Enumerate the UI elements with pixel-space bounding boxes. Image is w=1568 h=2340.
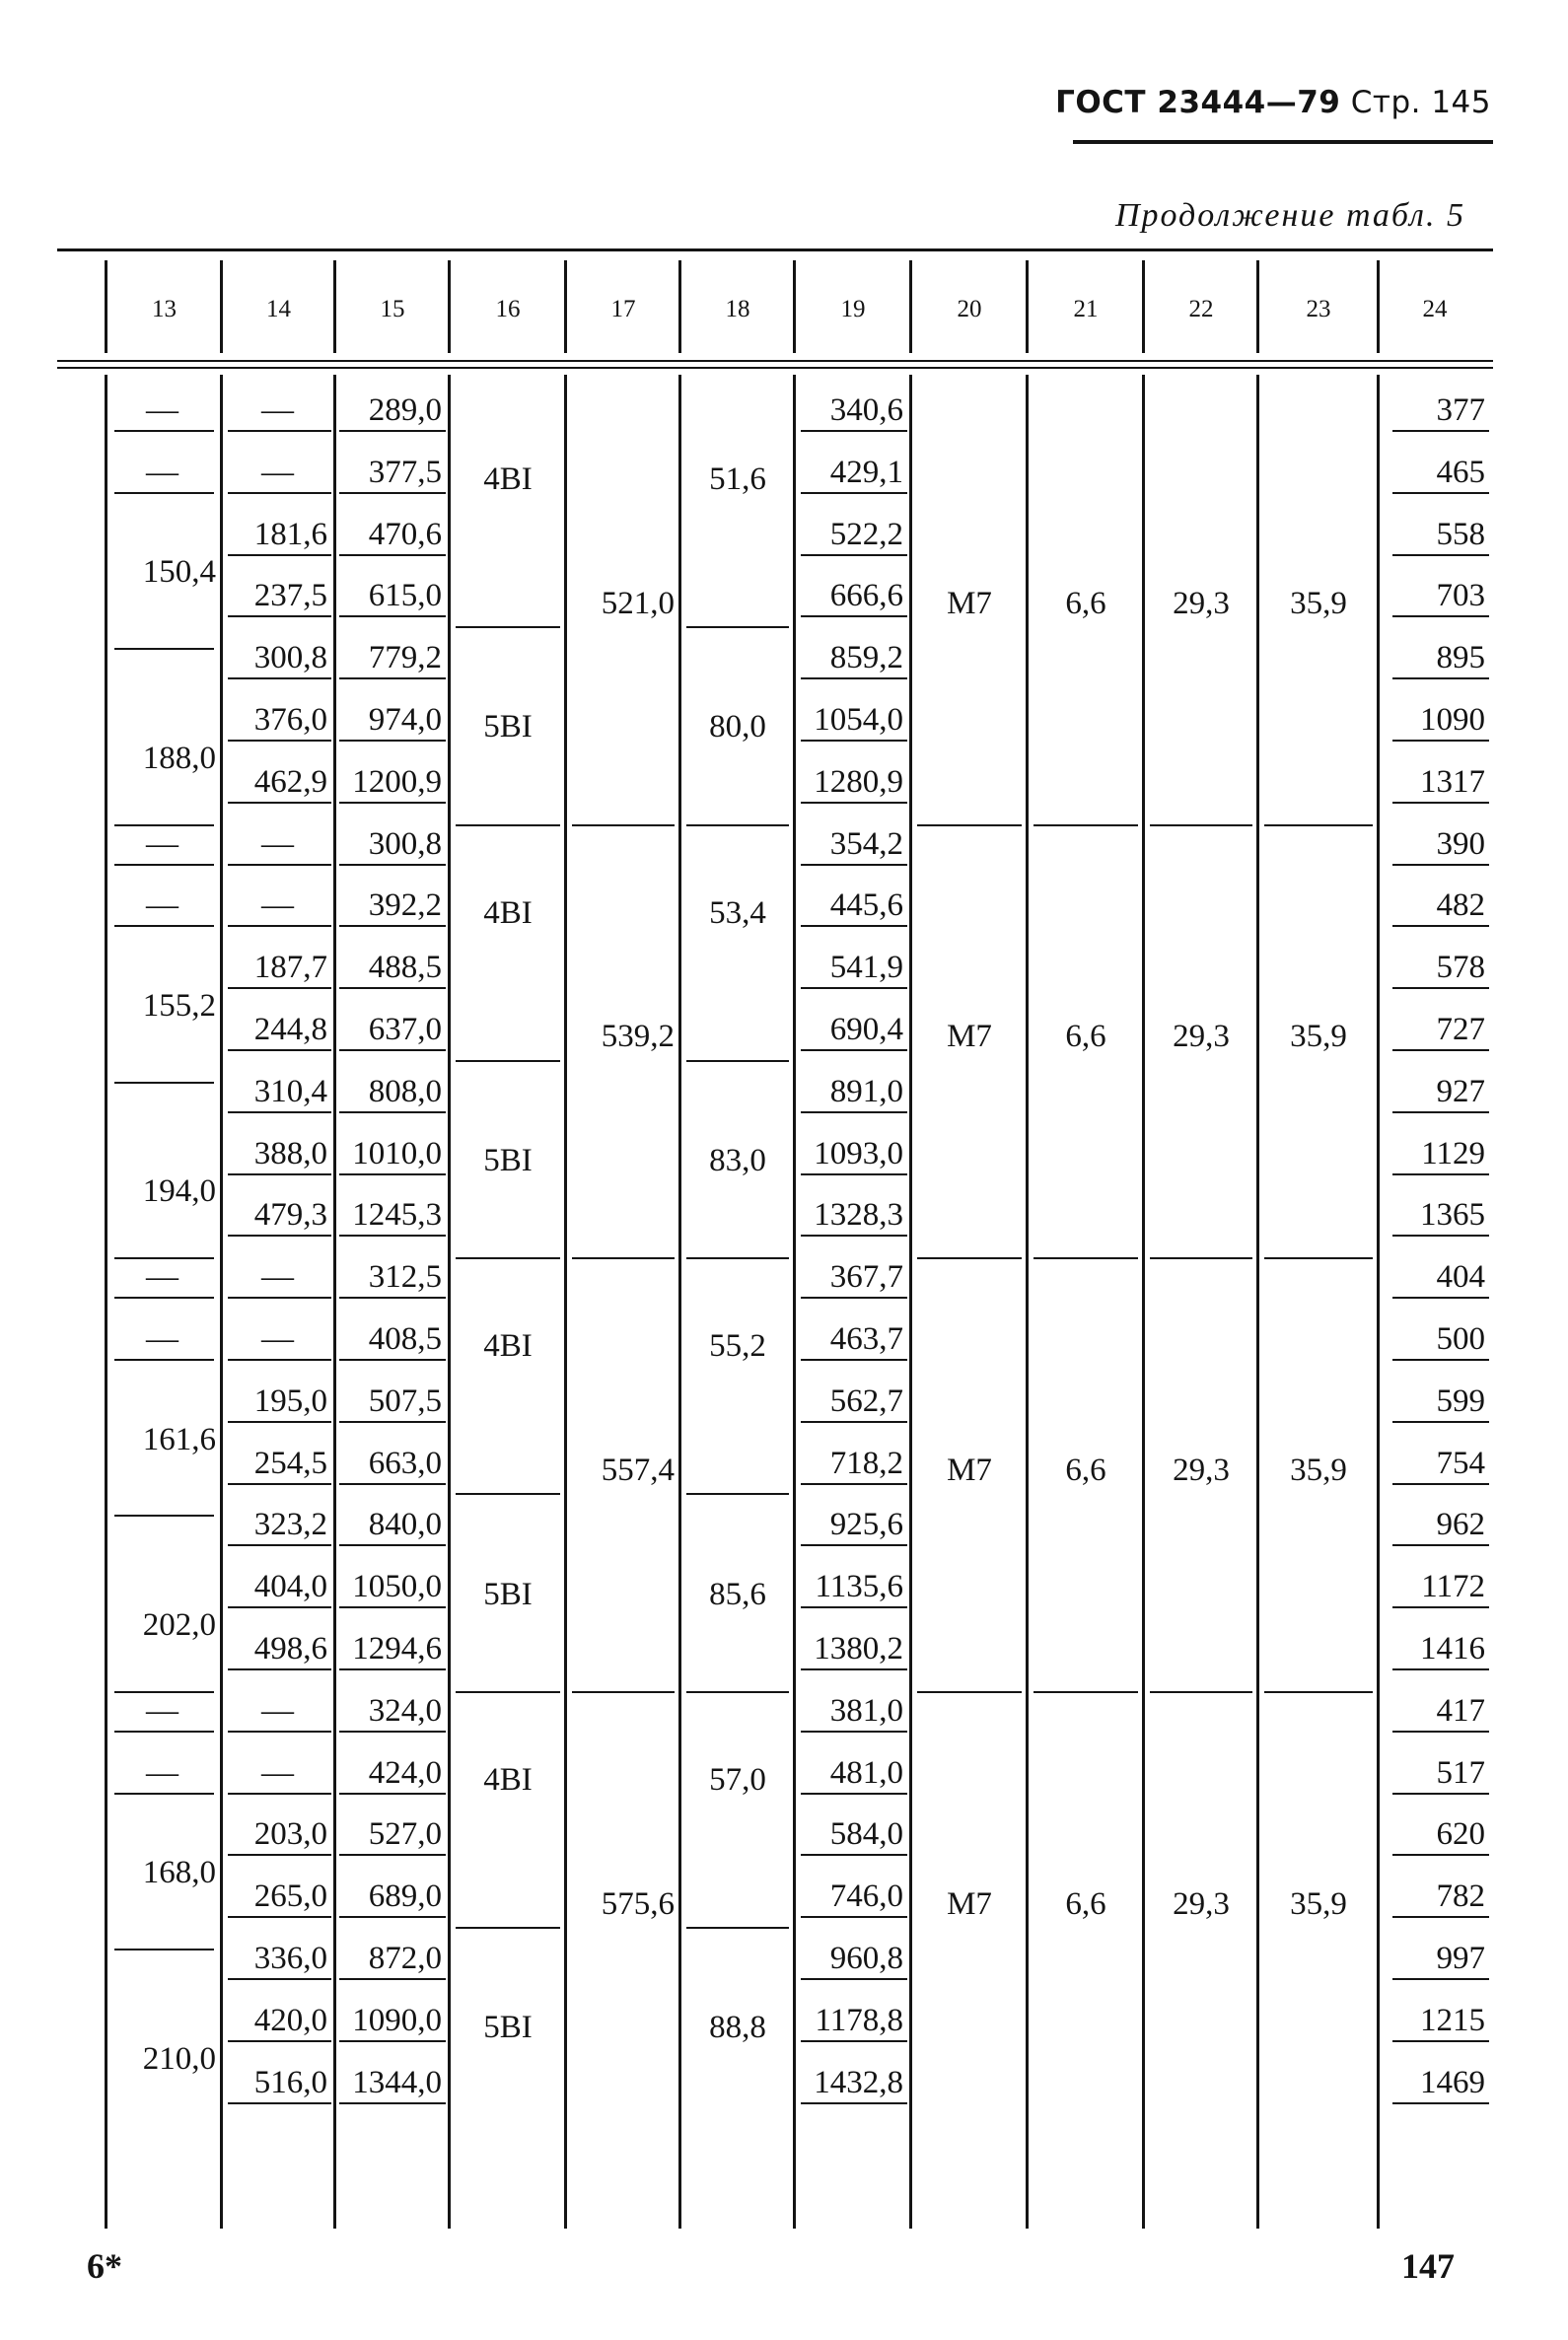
group-separator <box>1264 824 1373 826</box>
col24-cell: 390 <box>1392 824 1489 866</box>
col15-cell: 289,0 <box>339 390 446 432</box>
dash-cell: — <box>114 1691 214 1733</box>
col23-value: 35,9 <box>1290 1019 1347 1055</box>
col14-cell: 376,0 <box>228 700 331 742</box>
col14-cell: 181,6 <box>228 515 331 556</box>
col19-cell: 481,0 <box>801 1753 907 1795</box>
col19-cell: 1432,8 <box>801 2063 907 2104</box>
group-separator <box>572 1691 675 1693</box>
col13-value: 188,0 <box>142 740 216 776</box>
column-divider <box>678 375 681 2229</box>
col21-value: 6,6 <box>1065 1885 1106 1922</box>
col15-cell: 527,0 <box>339 1814 446 1856</box>
dash-cell: — <box>114 824 214 866</box>
group-separator <box>686 1691 789 1693</box>
col14-cell: 498,6 <box>228 1629 331 1670</box>
col19-cell: 1054,0 <box>801 700 907 742</box>
page-header <box>1055 85 1491 120</box>
col13-value: 155,2 <box>142 988 216 1024</box>
dash-cell: — <box>114 1319 214 1361</box>
col19-cell: 1178,8 <box>801 2001 907 2042</box>
col24-cell: 1469 <box>1392 2063 1489 2104</box>
group-separator <box>572 1257 675 1259</box>
col24-cell: 1317 <box>1392 762 1489 804</box>
col15-cell: 1294,6 <box>339 1629 446 1670</box>
col23-value: 35,9 <box>1290 585 1347 621</box>
col19-cell: 1135,6 <box>801 1567 907 1608</box>
col14-cell: 244,8 <box>228 1010 331 1051</box>
column-divider <box>564 375 567 2229</box>
col24-cell: 377 <box>1392 390 1489 432</box>
col19-cell: 367,7 <box>801 1257 907 1299</box>
group-separator <box>1150 824 1252 826</box>
column-divider <box>1142 375 1145 2229</box>
page-number: 147 <box>1401 2246 1455 2286</box>
col19-cell: 584,0 <box>801 1814 907 1856</box>
col24-cell: 599 <box>1392 1382 1489 1423</box>
col24-cell: 620 <box>1392 1814 1489 1856</box>
column-header-23: 23 <box>1306 296 1331 322</box>
col19-cell: 445,6 <box>801 886 907 927</box>
col24-cell: 500 <box>1392 1319 1489 1361</box>
col24-cell: 404 <box>1392 1257 1489 1299</box>
col24-cell: 1215 <box>1392 2001 1489 2042</box>
group-separator <box>917 1691 1022 1693</box>
col14-cell: 300,8 <box>228 638 331 679</box>
col14-cell: — <box>228 390 331 432</box>
col24-cell: 1090 <box>1392 700 1489 742</box>
col14-cell: 479,3 <box>228 1195 331 1237</box>
col18-divider <box>686 1493 789 1495</box>
col15-cell: 974,0 <box>339 700 446 742</box>
col22-value: 29,3 <box>1173 1453 1230 1488</box>
column-divider <box>220 375 223 2229</box>
header-separator-rule <box>57 360 1493 362</box>
group-separator <box>456 1257 560 1259</box>
col19-cell: 381,0 <box>801 1691 907 1733</box>
col15-cell: 377,5 <box>339 453 446 494</box>
group-separator <box>1264 1257 1373 1259</box>
col19-cell: 354,2 <box>801 824 907 866</box>
standard-number: ГОСТ 23444—79 <box>1055 85 1341 120</box>
column-header-18: 18 <box>725 296 750 322</box>
page-label: Стр. 145 <box>1350 85 1491 120</box>
col14-cell: 404,0 <box>228 1567 331 1608</box>
col16-value: 5BI <box>483 1143 533 1178</box>
col14-cell: 237,5 <box>228 576 331 617</box>
col13-divider <box>114 1082 214 1084</box>
col21-value: 6,6 <box>1065 585 1106 621</box>
col24-cell: 1365 <box>1392 1195 1489 1237</box>
col15-cell: 300,8 <box>339 824 446 866</box>
group-separator <box>917 824 1022 826</box>
col15-cell: 1200,9 <box>339 762 446 804</box>
col18-divider <box>686 1060 789 1062</box>
column-divider <box>1377 375 1380 2229</box>
signature-mark: 6* <box>87 2246 122 2286</box>
column-header-20: 20 <box>957 296 982 322</box>
column-header-24: 24 <box>1422 296 1448 322</box>
col24-cell: 927 <box>1392 1072 1489 1113</box>
col20-value: M7 <box>947 1019 992 1055</box>
col24-cell: 417 <box>1392 1691 1489 1733</box>
col19-cell: 925,6 <box>801 1505 907 1546</box>
dash-cell: — <box>114 453 214 494</box>
col16-divider <box>456 1060 560 1062</box>
col19-cell: 429,1 <box>801 453 907 494</box>
col19-cell: 522,2 <box>801 515 907 556</box>
col24-cell: 1172 <box>1392 1567 1489 1608</box>
col24-cell: 1129 <box>1392 1134 1489 1175</box>
col13-value: 194,0 <box>142 1173 216 1210</box>
col16-value: 4BI <box>483 1328 533 1365</box>
col16-divider <box>456 626 560 628</box>
col18-value: 85,6 <box>709 1576 766 1612</box>
col19-cell: 541,9 <box>801 948 907 989</box>
col19-cell: 1093,0 <box>801 1134 907 1175</box>
col14-cell: 187,7 <box>228 948 331 989</box>
table-continuation-caption: Продолжение табл. 5 <box>1114 197 1465 234</box>
col21-value: 6,6 <box>1065 1019 1106 1055</box>
column-divider <box>333 375 336 2229</box>
col13-value: 161,6 <box>142 1421 216 1457</box>
group-separator <box>1150 1257 1252 1259</box>
col14-cell: — <box>228 453 331 494</box>
col15-cell: 1090,0 <box>339 2001 446 2042</box>
col14-cell: 195,0 <box>228 1382 331 1423</box>
col14-cell: 336,0 <box>228 1939 331 1980</box>
col15-cell: 424,0 <box>339 1753 446 1795</box>
col15-cell: 1245,3 <box>339 1195 446 1237</box>
col19-cell: 746,0 <box>801 1877 907 1918</box>
col20-value: M7 <box>947 585 992 621</box>
col16-divider <box>456 1493 560 1495</box>
col14-cell: — <box>228 886 331 927</box>
col14-cell: 388,0 <box>228 1134 331 1175</box>
col24-cell: 782 <box>1392 1877 1489 1918</box>
col16-divider <box>456 1927 560 1929</box>
col24-cell: 1416 <box>1392 1629 1489 1670</box>
col24-cell: 895 <box>1392 638 1489 679</box>
col20-value: M7 <box>947 1453 992 1488</box>
col14-cell: 310,4 <box>228 1072 331 1113</box>
group-separator <box>1264 1691 1373 1693</box>
dash-cell: — <box>114 390 214 432</box>
col16-value: 4BI <box>483 894 533 931</box>
col19-cell: 1328,3 <box>801 1195 907 1237</box>
dash-cell: — <box>114 1257 214 1299</box>
col13-value: 202,0 <box>142 1607 216 1643</box>
col14-cell: — <box>228 1257 331 1299</box>
col15-cell: 779,2 <box>339 638 446 679</box>
col23-value: 35,9 <box>1290 1885 1347 1922</box>
group-separator <box>1033 824 1138 826</box>
col15-cell: 507,5 <box>339 1382 446 1423</box>
col15-cell: 1050,0 <box>339 1567 446 1608</box>
col19-cell: 1280,9 <box>801 762 907 804</box>
col14-cell: 323,2 <box>228 1505 331 1546</box>
column-header-19: 19 <box>840 296 866 322</box>
col15-cell: 324,0 <box>339 1691 446 1733</box>
col15-cell: 470,6 <box>339 515 446 556</box>
col16-value: 4BI <box>483 1762 533 1798</box>
col14-cell: — <box>228 1753 331 1795</box>
col13-divider <box>114 1949 214 1950</box>
col24-cell: 482 <box>1392 886 1489 927</box>
col15-cell: 1344,0 <box>339 2063 446 2104</box>
column-divider <box>1256 375 1259 2229</box>
col13-value: 168,0 <box>142 1855 216 1891</box>
col18-value: 57,0 <box>709 1762 766 1798</box>
col13-divider <box>114 648 214 650</box>
col19-cell: 666,6 <box>801 576 907 617</box>
col19-cell: 463,7 <box>801 1319 907 1361</box>
col17-value: 575,6 <box>601 1885 675 1922</box>
col15-cell: 312,5 <box>339 1257 446 1299</box>
col17-value: 521,0 <box>601 585 675 621</box>
col19-cell: 690,4 <box>801 1010 907 1051</box>
dash-cell: — <box>114 1753 214 1795</box>
col15-cell: 663,0 <box>339 1444 446 1485</box>
col19-cell: 562,7 <box>801 1382 907 1423</box>
column-divider <box>793 375 796 2229</box>
col19-cell: 891,0 <box>801 1072 907 1113</box>
group-separator <box>1150 1691 1252 1693</box>
col14-cell: — <box>228 1319 331 1361</box>
col20-value: M7 <box>947 1885 992 1922</box>
column-header-17: 17 <box>610 296 636 322</box>
group-separator <box>1033 1257 1138 1259</box>
col24-cell: 754 <box>1392 1444 1489 1485</box>
col14-cell: 265,0 <box>228 1877 331 1918</box>
col24-cell: 997 <box>1392 1939 1489 1980</box>
col15-cell: 488,5 <box>339 948 446 989</box>
col18-value: 80,0 <box>709 709 766 745</box>
col14-cell: 420,0 <box>228 2001 331 2042</box>
col13-value: 150,4 <box>142 554 216 591</box>
col24-cell: 558 <box>1392 515 1489 556</box>
col14-cell: — <box>228 824 331 866</box>
col15-cell: 615,0 <box>339 576 446 617</box>
column-header-15: 15 <box>380 296 405 322</box>
column-header-21: 21 <box>1073 296 1099 322</box>
col15-cell: 689,0 <box>339 1877 446 1918</box>
col15-cell: 808,0 <box>339 1072 446 1113</box>
col16-value: 4BI <box>483 461 533 498</box>
col19-cell: 960,8 <box>801 1939 907 1980</box>
col18-value: 55,2 <box>709 1328 766 1365</box>
col21-value: 6,6 <box>1065 1453 1106 1488</box>
col13-divider <box>114 1515 214 1517</box>
col18-value: 53,4 <box>709 894 766 931</box>
col18-value: 83,0 <box>709 1143 766 1178</box>
group-separator <box>686 1257 789 1259</box>
col16-value: 5BI <box>483 2010 533 2046</box>
col15-cell: 392,2 <box>339 886 446 927</box>
dash-cell: — <box>114 886 214 927</box>
header-rule <box>1073 140 1493 144</box>
column-header-22: 22 <box>1188 296 1214 322</box>
group-separator <box>456 1691 560 1693</box>
col19-cell: 718,2 <box>801 1444 907 1485</box>
col24-cell: 962 <box>1392 1505 1489 1546</box>
col18-divider <box>686 626 789 628</box>
col15-cell: 637,0 <box>339 1010 446 1051</box>
column-divider <box>105 375 107 2229</box>
group-separator <box>456 824 560 826</box>
col14-cell: 254,5 <box>228 1444 331 1485</box>
col14-cell: 516,0 <box>228 2063 331 2104</box>
column-divider <box>1026 375 1029 2229</box>
col15-cell: 872,0 <box>339 1939 446 1980</box>
col17-value: 557,4 <box>601 1453 675 1488</box>
header-separator-rule-2 <box>57 367 1493 369</box>
col19-cell: 859,2 <box>801 638 907 679</box>
column-header-13: 13 <box>152 296 177 322</box>
col18-divider <box>686 1927 789 1929</box>
col18-value: 88,8 <box>709 2010 766 2046</box>
table-top-rule <box>57 248 1493 251</box>
col15-cell: 840,0 <box>339 1505 446 1546</box>
col24-cell: 727 <box>1392 1010 1489 1051</box>
column-divider <box>448 375 451 2229</box>
group-separator <box>686 824 789 826</box>
col13-value: 210,0 <box>142 2040 216 2077</box>
col15-cell: 408,5 <box>339 1319 446 1361</box>
col18-value: 51,6 <box>709 461 766 498</box>
group-separator <box>572 824 675 826</box>
column-header-14: 14 <box>266 296 291 322</box>
group-separator <box>917 1257 1022 1259</box>
col24-cell: 578 <box>1392 948 1489 989</box>
column-header-16: 16 <box>495 296 521 322</box>
col14-cell: 462,9 <box>228 762 331 804</box>
col22-value: 29,3 <box>1173 1885 1230 1922</box>
column-divider <box>909 375 912 2229</box>
col22-value: 29,3 <box>1173 1019 1230 1055</box>
col24-cell: 703 <box>1392 576 1489 617</box>
col17-value: 539,2 <box>601 1019 675 1055</box>
col23-value: 35,9 <box>1290 1453 1347 1488</box>
col16-value: 5BI <box>483 1576 533 1612</box>
col15-cell: 1010,0 <box>339 1134 446 1175</box>
col19-cell: 340,6 <box>801 390 907 432</box>
col14-cell: — <box>228 1691 331 1733</box>
col19-cell: 1380,2 <box>801 1629 907 1670</box>
col24-cell: 465 <box>1392 453 1489 494</box>
col14-cell: 203,0 <box>228 1814 331 1856</box>
col22-value: 29,3 <box>1173 585 1230 621</box>
col16-value: 5BI <box>483 709 533 745</box>
group-separator <box>1033 1691 1138 1693</box>
col24-cell: 517 <box>1392 1753 1489 1795</box>
